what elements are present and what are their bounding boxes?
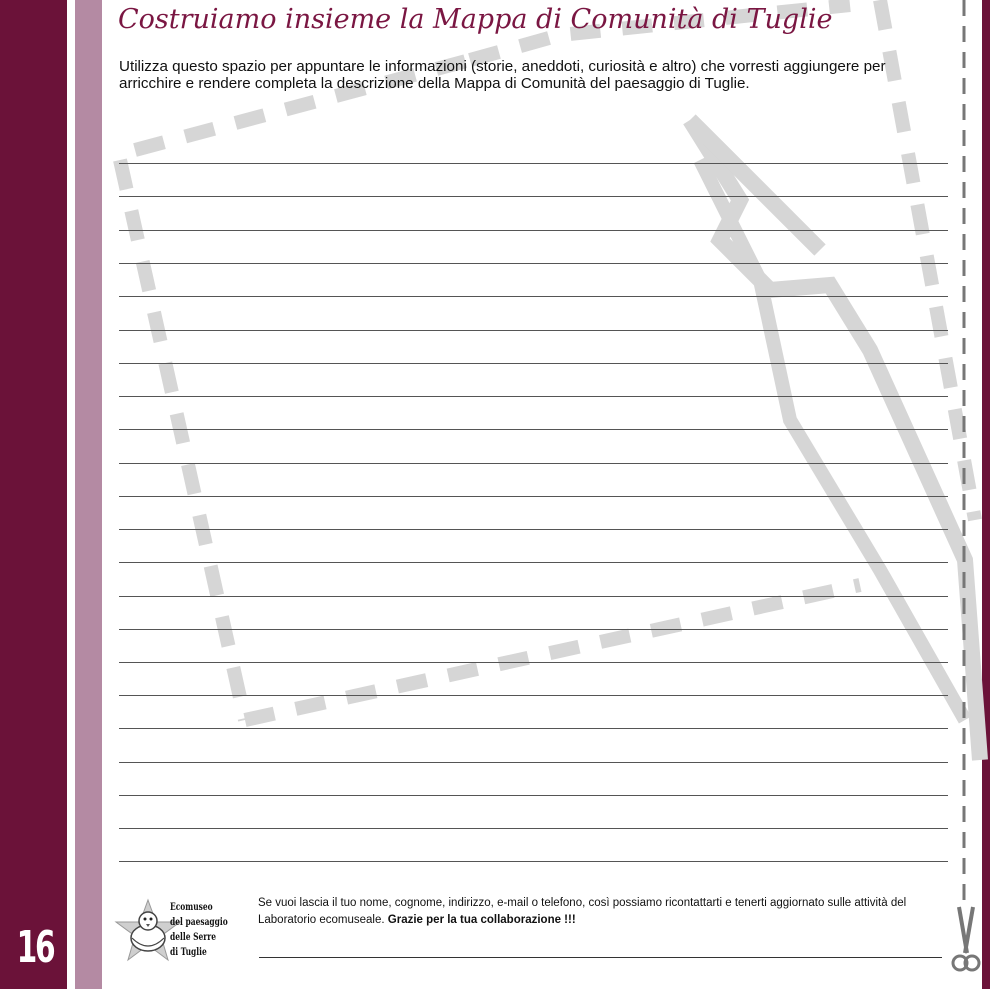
writing-line[interactable] [119, 861, 948, 862]
page-title: Costruiamo insieme la Mappa di Comunità di Tuglie [118, 4, 833, 35]
writing-line[interactable] [119, 429, 948, 430]
writing-line[interactable] [119, 396, 948, 397]
cut-line [962, 0, 966, 900]
writing-line[interactable] [119, 230, 948, 231]
writing-line[interactable] [119, 196, 948, 197]
footer-thanks: Grazie per la tua collaborazione !!! [387, 914, 576, 926]
writing-line[interactable] [119, 728, 948, 729]
page-number: 16 [16, 922, 54, 973]
scissors-icon [949, 905, 983, 975]
writing-line[interactable] [119, 163, 948, 164]
writing-line[interactable] [119, 529, 948, 530]
writing-line[interactable] [119, 662, 948, 663]
writing-line[interactable] [119, 463, 948, 464]
intro-text: Utilizza questo spazio per appuntare le informazioni (storie, aneddoti, curiosità e altro) che vorresti aggiungere per arricchire e rendere completa la descrizione della Mappa di Comunità del paesaggio di Tuglie. [119, 58, 886, 92]
writing-line[interactable] [119, 330, 948, 331]
writing-line[interactable] [119, 562, 948, 563]
writing-line[interactable] [119, 296, 948, 297]
writing-line[interactable] [119, 596, 948, 597]
logo-line: del paesaggio [170, 917, 228, 928]
footer-note [258, 895, 948, 929]
writing-line[interactable] [119, 263, 948, 264]
writing-line[interactable] [119, 828, 948, 829]
logo-text [170, 900, 228, 960]
logo-line: Ecomuseo [170, 902, 213, 913]
writing-line[interactable] [119, 795, 948, 796]
writing-line[interactable] [119, 496, 948, 497]
logo-line: di Tuglie [170, 947, 207, 958]
contact-line[interactable] [259, 957, 942, 958]
footer-text: Se vuoi lascia il tuo nome, cognome, indirizzo, e-mail o telefono, così possiamo ricontattarti e tenerti aggiornato sulle attività del Laboratorio ecomuseale. [258, 897, 907, 926]
writing-line[interactable] [119, 363, 948, 364]
writing-line[interactable] [119, 762, 948, 763]
writing-line[interactable] [119, 695, 948, 696]
logo-line: delle Serre [170, 932, 216, 943]
writing-line[interactable] [119, 629, 948, 630]
